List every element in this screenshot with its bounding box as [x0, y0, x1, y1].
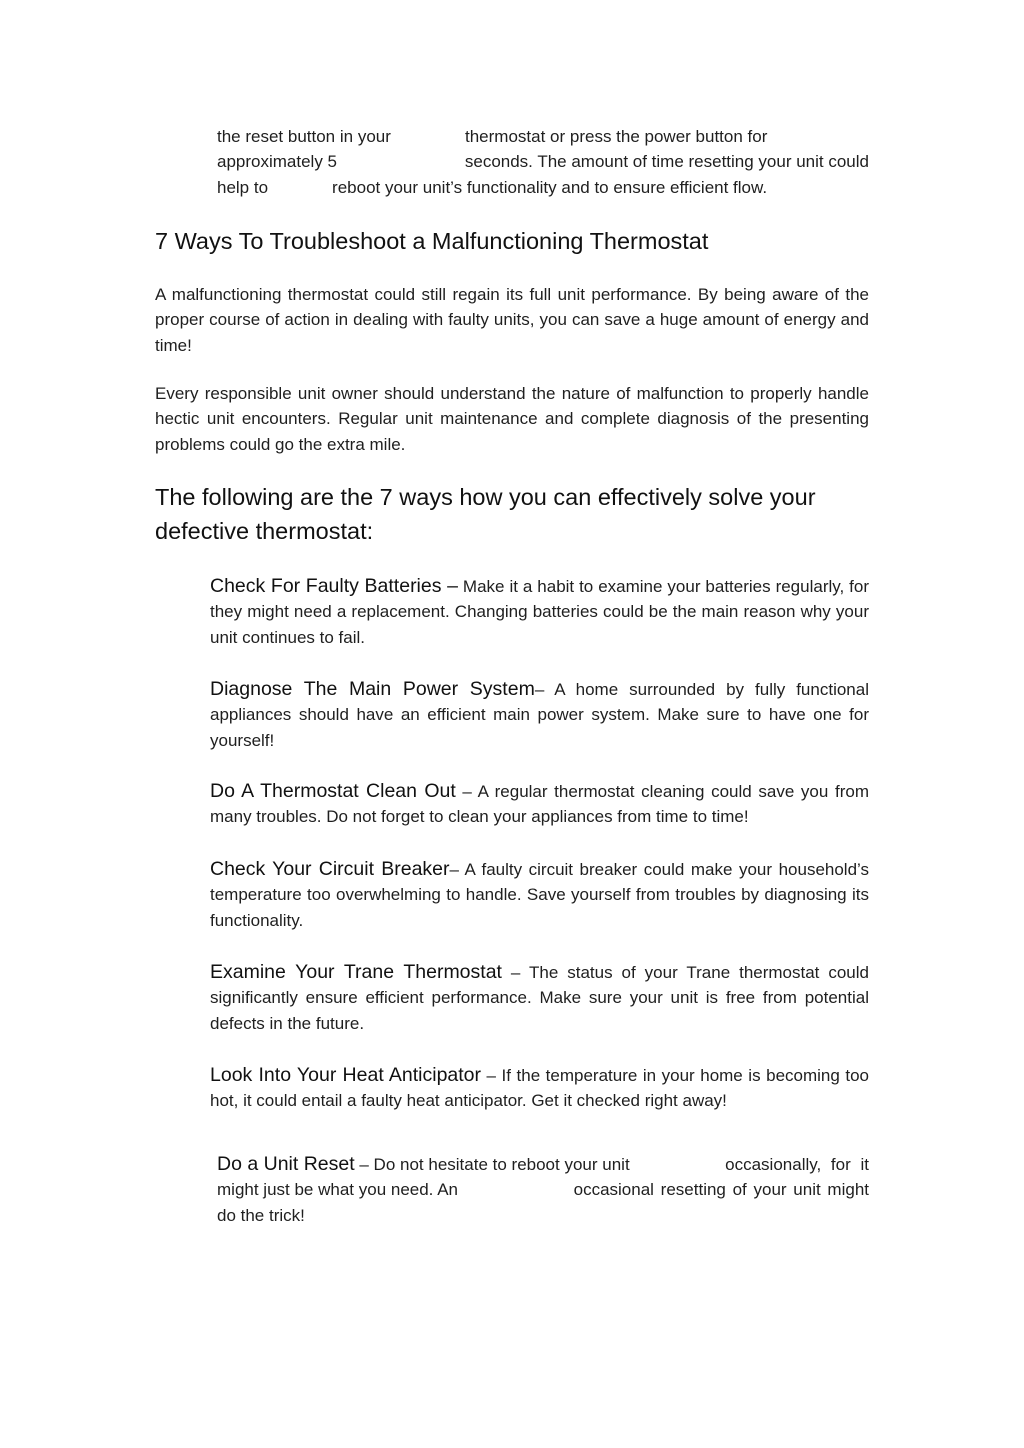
reset-line-2b: occasional resetting of your unit might	[573, 1180, 869, 1200]
reset-title: Do a Unit Reset	[217, 1153, 355, 1175]
item-text: – A regular thermostat cleaning could save you from many troubles. Do not forget to clean your appliances from time to time!	[210, 782, 869, 827]
reset-line-1b: occasionally, for it	[725, 1155, 869, 1174]
intro-line-2a: approximately 5	[217, 152, 338, 172]
intro-line-2b: seconds. The amount of time resetting your unit could	[464, 152, 869, 172]
list-item-unit-reset	[217, 1152, 869, 1228]
paragraph-responsible-owner: Every responsible unit owner should understand the nature of malfunction to properly handle hectic unit encounters. Regular unit maintenance and complete diagnosis of the presenting problems could go the extra mile.	[155, 384, 869, 454]
item-text: Make it a habit to examine your batteries regularly, for they might need a replacement. Changing batteries could be the main reason why your unit continues to fail.	[210, 577, 870, 647]
item-title: Check Your Circuit Breaker	[210, 858, 450, 880]
item-title: Look Into Your Heat Anticipator	[210, 1064, 482, 1086]
paragraph-malfunctioning: A malfunctioning thermostat could still regain its full unit performance. By being aware of the proper course of action in dealing with faulty units, you can save a huge amount of energy and time!	[155, 285, 869, 355]
intro-paragraph	[217, 124, 869, 200]
intro-line-3b: reboot your unit’s functionality and to ensure efficient flow.	[332, 177, 768, 197]
list-item-trane-thermostat	[210, 960, 869, 1036]
item-title: Do A Thermostat Clean Out	[210, 780, 456, 802]
item-title: Examine Your Trane Thermostat	[210, 961, 502, 983]
item-text: – A faulty circuit breaker could make your household’s temperature too overwhelming to handle. Save yourself from troubles by diagnosing its functionality.	[210, 860, 870, 930]
intro-line-1a: the reset button in your	[217, 127, 391, 146]
list-item-heat-anticipator	[210, 1063, 869, 1114]
intro-line-1b: thermostat or press the power button for	[465, 127, 768, 146]
reset-line-2a: might just be what you need. An	[217, 1180, 458, 1200]
section-heading-seven-ways: The following are the 7 ways how you can effectively solve your defective thermostat:	[155, 484, 816, 544]
item-text: – A home surrounded by fully functional appliances should have an efficient main power system. Make sure to have one for yourself!	[210, 680, 869, 750]
section-heading-troubleshoot: 7 Ways To Troubleshoot a Malfunctioning Thermostat	[155, 228, 709, 254]
list-item-circuit-breaker	[210, 857, 869, 933]
intro-line-3a: help to	[217, 177, 269, 197]
reset-line-3: do the trick!	[217, 1205, 305, 1225]
list-item-clean-out	[210, 779, 869, 830]
list-item-faulty-batteries	[210, 574, 869, 650]
reset-line-1a: – Do not hesitate to reboot your unit	[354, 1155, 630, 1174]
item-text: – If the temperature in your home is becoming too hot, it could entail a faulty heat anticipator. Get it checked right away!	[210, 1066, 869, 1111]
list-item-main-power	[210, 677, 869, 753]
item-title: Diagnose The Main Power System	[210, 678, 535, 700]
item-text: – The status of your Trane thermostat could significantly ensure efficient performance. Make sure your unit is free from potential defects in the future.	[210, 963, 869, 1033]
item-title: Check For Faulty Batteries –	[210, 575, 458, 597]
